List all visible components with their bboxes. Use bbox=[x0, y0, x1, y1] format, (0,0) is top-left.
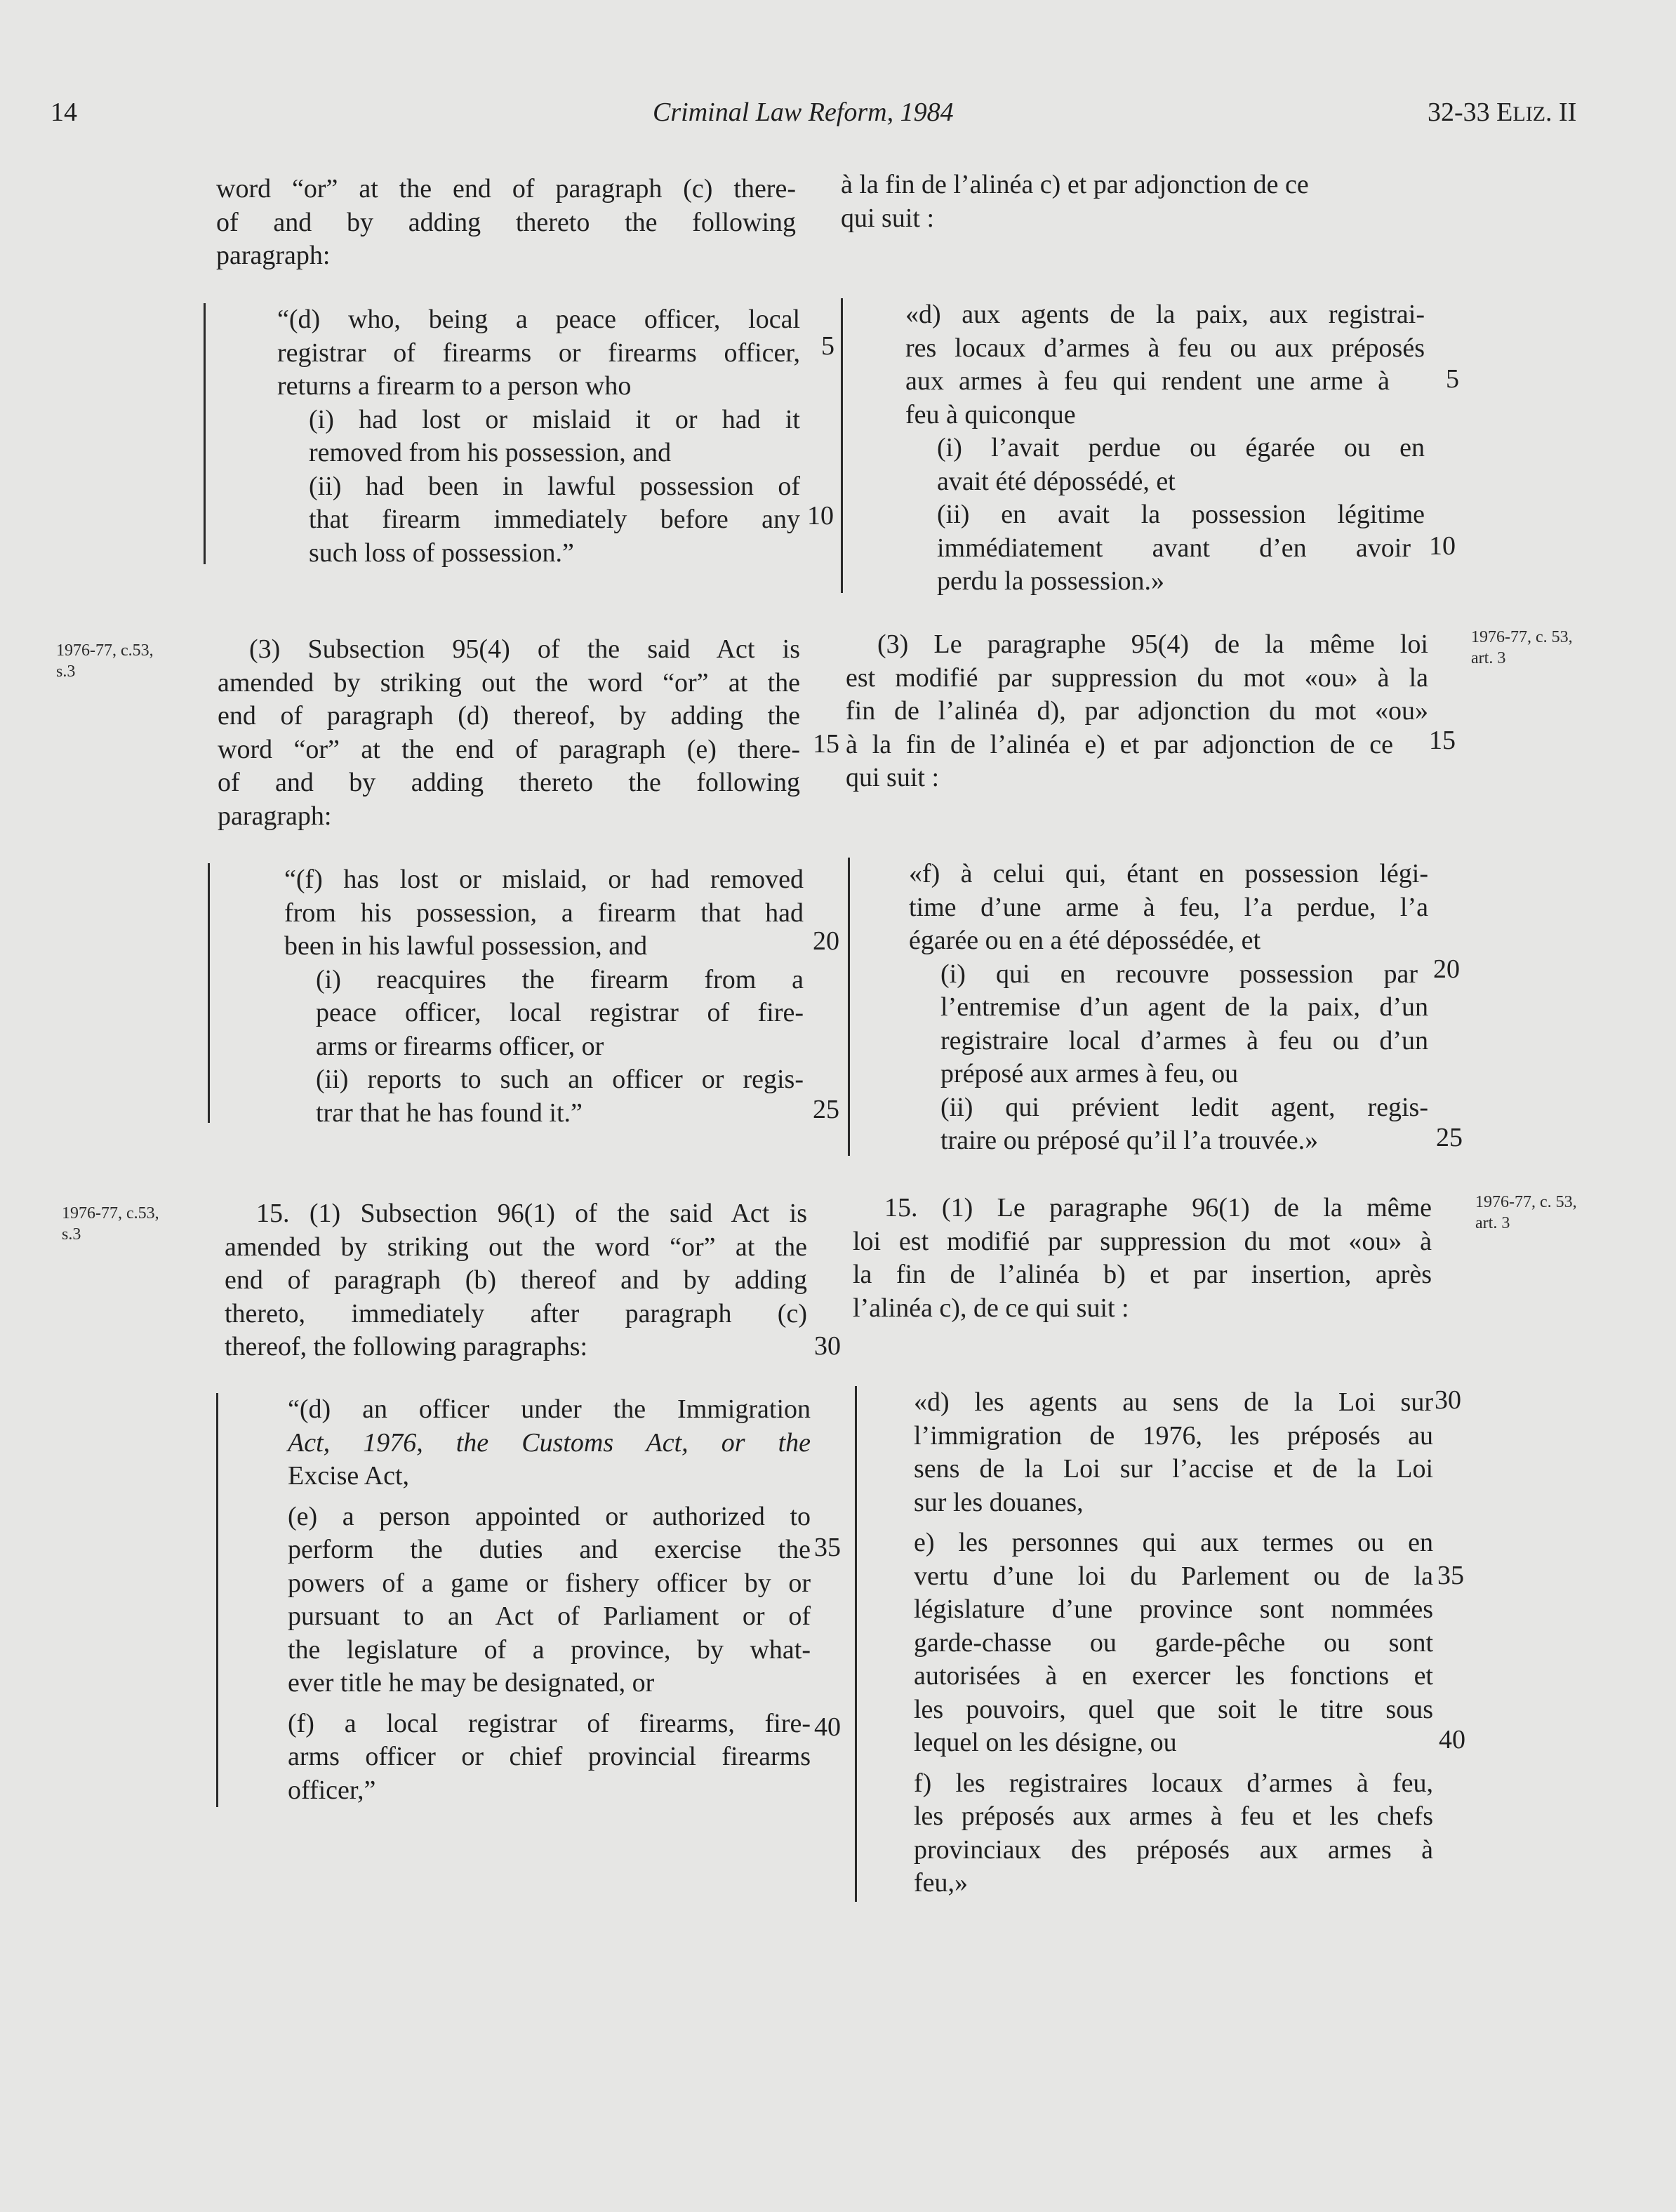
margin-note-line: 1976-77, c. 53, bbox=[1471, 628, 1573, 646]
fr-paragraph-2 bbox=[846, 628, 1428, 795]
line-number: 10 bbox=[807, 501, 834, 531]
text-line: égarée ou en a été dépossédée, et bbox=[909, 926, 1261, 955]
text-line: paragraph: bbox=[218, 801, 332, 831]
text-line: e) les personnes qui aux termes ou en bbox=[914, 1528, 1433, 1557]
margin-note-line: art. 3 bbox=[1471, 649, 1506, 667]
line-number: 30 bbox=[1435, 1385, 1461, 1415]
text-line: amended by striking out the word “or” at the bbox=[225, 1232, 807, 1262]
text-line: (ii) qui prévient ledit agent, regis- bbox=[940, 1092, 1428, 1122]
line-number: 25 bbox=[1436, 1123, 1463, 1152]
en-margin-note bbox=[56, 640, 154, 682]
text-line: feu à quiconque bbox=[905, 399, 1076, 429]
line-number: 20 bbox=[1433, 954, 1460, 984]
margin-note-line: 1976-77, c.53, bbox=[62, 1204, 159, 1222]
text-line: qui suit : bbox=[841, 203, 935, 233]
text-line: fin de l’alinéa d), par adjonction du mot «ou» bbox=[846, 696, 1428, 726]
regnal-smallcaps: LIZ bbox=[1512, 102, 1546, 126]
text-line: res locaux d’armes à feu ou aux préposés bbox=[905, 333, 1425, 363]
fr-margin-note bbox=[1475, 1192, 1577, 1234]
running-title-text: Criminal Law Reform, 1984 bbox=[653, 98, 954, 127]
line-number: 25 bbox=[813, 1095, 839, 1124]
text-line: peace officer, local registrar of fire- bbox=[316, 998, 804, 1027]
regnal-prefix: 32-33 E bbox=[1428, 98, 1513, 127]
text-line: time d’une arme à feu, l’a perdue, l’a bbox=[909, 892, 1428, 922]
text-line: (3) Le paragraphe 95(4) de la même loi bbox=[877, 629, 1428, 659]
en-margin-note bbox=[62, 1203, 159, 1245]
text-line: thereto, immediately after paragraph (c) bbox=[225, 1298, 807, 1328]
text-line: (i) had lost or mislaid it or had it bbox=[309, 404, 800, 434]
fr-quote-2 bbox=[909, 858, 1428, 1158]
text-line: that firearm immediately before any bbox=[309, 505, 800, 534]
text-line: word “or” at the end of paragraph (e) there- bbox=[218, 734, 800, 764]
text-line: arms officer or chief provincial firearms bbox=[288, 1742, 811, 1771]
text-line: (ii) had been in lawful possession of bbox=[309, 471, 800, 501]
text-line: end of paragraph (d) thereof, by adding the bbox=[218, 701, 800, 731]
text-line: «f) à celui qui, étant en possession légi- bbox=[909, 859, 1428, 888]
en-quote-3 bbox=[288, 1393, 811, 1807]
text-line: les pouvoirs, quel que soit le titre sous bbox=[914, 1694, 1433, 1724]
en-paragraph-2 bbox=[218, 633, 800, 833]
text-line: (e) a person appointed or authorized to bbox=[288, 1501, 811, 1531]
line-number: 40 bbox=[814, 1712, 841, 1742]
text-line: l’immigration de 1976, les préposés au bbox=[914, 1420, 1433, 1451]
margin-note-line: 1976-77, c. 53, bbox=[1475, 1193, 1577, 1211]
text-line: “(d) an officer under the Immigration bbox=[288, 1394, 811, 1424]
margin-note-line: 1976-77, c.53, bbox=[56, 641, 154, 660]
text-line: of and by adding thereto the following bbox=[218, 768, 800, 797]
page-number: 14 bbox=[51, 98, 77, 127]
text-line: est modifié par suppression du mot «ou» à la bbox=[846, 662, 1428, 693]
text-line: préposé aux armes à feu, ou bbox=[940, 1059, 1239, 1088]
text-line: 15. (1) Le paragraphe 96(1) de la même bbox=[884, 1193, 1432, 1222]
text-line: qui suit : bbox=[846, 763, 940, 792]
line-number: 10 bbox=[1429, 531, 1456, 561]
running-title bbox=[653, 97, 954, 128]
text-line: traire ou préposé qu’il l’a trouvée.» bbox=[940, 1126, 1319, 1155]
text-line: pursuant to an Act of Parliament or of bbox=[288, 1601, 811, 1631]
text-line: Act, 1976, the Customs Act, or the bbox=[288, 1427, 811, 1458]
line-number: 20 bbox=[813, 926, 839, 956]
text-line: powers of a game or fishery officer by or bbox=[288, 1568, 811, 1598]
text-line: end of paragraph (b) thereof and by adding bbox=[225, 1265, 807, 1295]
text-line: sens de la Loi sur l’accise et de la Loi bbox=[914, 1454, 1433, 1484]
text-line: «d) les agents au sens de la Loi sur bbox=[914, 1387, 1433, 1417]
text-line: such loss of possession.” bbox=[309, 538, 574, 568]
amendment-bar bbox=[855, 1386, 857, 1902]
text-line: returns a firearm to a person who bbox=[277, 371, 632, 401]
text-line: législature d’une province sont nommées bbox=[914, 1594, 1433, 1624]
text-line: word “or” at the end of paragraph (c) there- bbox=[216, 174, 796, 204]
text-line: (ii) reports to such an officer or regis- bbox=[316, 1065, 804, 1094]
text-line: avait été dépossédé, et bbox=[937, 466, 1176, 496]
text-line: f) les registraires locaux d’armes à feu, bbox=[914, 1768, 1433, 1798]
text-line: “(d) who, being a peace officer, local bbox=[277, 305, 800, 334]
text-line: à la fin de l’alinéa c) et par adjonction de ce bbox=[841, 170, 1309, 199]
text-line: loi est modifié par suppression du mot «ou» à bbox=[853, 1226, 1432, 1256]
text-line: vertu d’une loi du Parlement ou de la bbox=[914, 1561, 1433, 1591]
text-line: perform the duties and exercise the bbox=[288, 1535, 811, 1564]
amendment-bar bbox=[216, 1393, 218, 1807]
fr-paragraph-1 bbox=[841, 168, 1423, 235]
text-line: l’entremise d’un agent de la paix, d’un bbox=[940, 992, 1428, 1022]
amendment-bar bbox=[848, 858, 850, 1156]
text-line: “(f) has lost or mislaid, or had removed bbox=[284, 865, 804, 894]
text-line: perdu la possession.» bbox=[937, 566, 1165, 596]
text-line: removed from his possession, and bbox=[309, 438, 672, 467]
text-line: officer,” bbox=[288, 1775, 376, 1805]
line-number: 5 bbox=[1446, 364, 1459, 394]
text-line: (3) Subsection 95(4) of the said Act is bbox=[249, 634, 800, 664]
text-line: (f) a local registrar of firearms, fire- bbox=[288, 1708, 811, 1738]
text-line: aux armes à feu qui rendent une arme à bbox=[905, 366, 1390, 396]
fr-quote-1 bbox=[905, 298, 1425, 599]
text-line: (i) qui en recouvre possession par bbox=[940, 959, 1418, 989]
text-line: 15. (1) Subsection 96(1) of the said Act is bbox=[256, 1199, 807, 1228]
text-line: amended by striking out the word “or” at the bbox=[218, 667, 800, 698]
text-line: trar that he has found it.” bbox=[316, 1098, 583, 1128]
en-quote-2 bbox=[284, 863, 804, 1130]
en-paragraph-3 bbox=[225, 1197, 807, 1364]
text-line: immédiatement avant d’en avoir bbox=[937, 533, 1411, 563]
text-line: Excise Act, bbox=[288, 1461, 410, 1491]
margin-note-line: s.3 bbox=[56, 662, 76, 681]
en-quote-1 bbox=[277, 303, 800, 570]
amendment-bar bbox=[208, 863, 210, 1123]
regnal-suffix: . II bbox=[1545, 98, 1577, 127]
text-line: of and by adding thereto the following bbox=[216, 207, 796, 237]
fr-margin-note bbox=[1471, 627, 1573, 669]
line-number: 15 bbox=[1429, 726, 1456, 755]
line-number: 35 bbox=[1437, 1561, 1464, 1590]
fr-quote-3 bbox=[914, 1386, 1433, 1900]
text-line: registraire local d’armes à feu ou d’un bbox=[940, 1025, 1428, 1055]
text-line: à la fin de l’alinéa e) et par adjonction de ce bbox=[846, 729, 1393, 759]
text-line: l’alinéa c), de ce qui suit : bbox=[853, 1293, 1129, 1323]
en-paragraph-1 bbox=[216, 173, 796, 273]
text-line: sur les douanes, bbox=[914, 1487, 1084, 1517]
amendment-bar bbox=[204, 303, 206, 564]
text-line: (i) l’avait perdue ou égarée ou en bbox=[937, 433, 1425, 462]
text-line: feu,» bbox=[914, 1868, 969, 1898]
line-number: 35 bbox=[814, 1533, 841, 1562]
text-line: registrar of firearms or firearms officer, bbox=[277, 338, 800, 368]
line-number: 30 bbox=[814, 1331, 841, 1361]
text-line: «d) aux agents de la paix, aux registrai- bbox=[905, 300, 1425, 329]
fr-paragraph-3 bbox=[853, 1192, 1432, 1325]
amendment-bar bbox=[841, 298, 843, 593]
margin-note-line: s.3 bbox=[62, 1225, 81, 1244]
text-line: autorisées à en exercer les fonctions et bbox=[914, 1661, 1433, 1691]
margin-note-line: art. 3 bbox=[1475, 1214, 1510, 1232]
line-number: 5 bbox=[821, 331, 834, 361]
text-line: arms or firearms officer, or bbox=[316, 1031, 604, 1061]
text-line: la fin de l’alinéa b) et par insertion, après bbox=[853, 1260, 1432, 1289]
regnal-year bbox=[1428, 97, 1576, 128]
text-line: paragraph: bbox=[216, 241, 331, 270]
text-line: provinciaux des préposés aux armes à bbox=[914, 1834, 1433, 1865]
line-number: 15 bbox=[813, 729, 839, 759]
text-line: garde-chasse ou garde-pêche ou sont bbox=[914, 1627, 1433, 1658]
text-line: (ii) en avait la possession légitime bbox=[937, 500, 1425, 529]
text-line: thereof, the following paragraphs: bbox=[225, 1332, 588, 1361]
line-number: 40 bbox=[1439, 1725, 1465, 1754]
text-line: the legislature of a province, by what- bbox=[288, 1634, 811, 1665]
text-line: (i) reacquires the firearm from a bbox=[316, 964, 804, 994]
text-line: les préposés aux armes à feu et les chefs bbox=[914, 1801, 1433, 1831]
text-line: ever title he may be designated, or bbox=[288, 1668, 655, 1698]
text-line: lequel on les désigne, ou bbox=[914, 1728, 1177, 1757]
text-line: been in his lawful possession, and bbox=[284, 931, 648, 961]
text-line: from his possession, a firearm that had bbox=[284, 898, 804, 928]
